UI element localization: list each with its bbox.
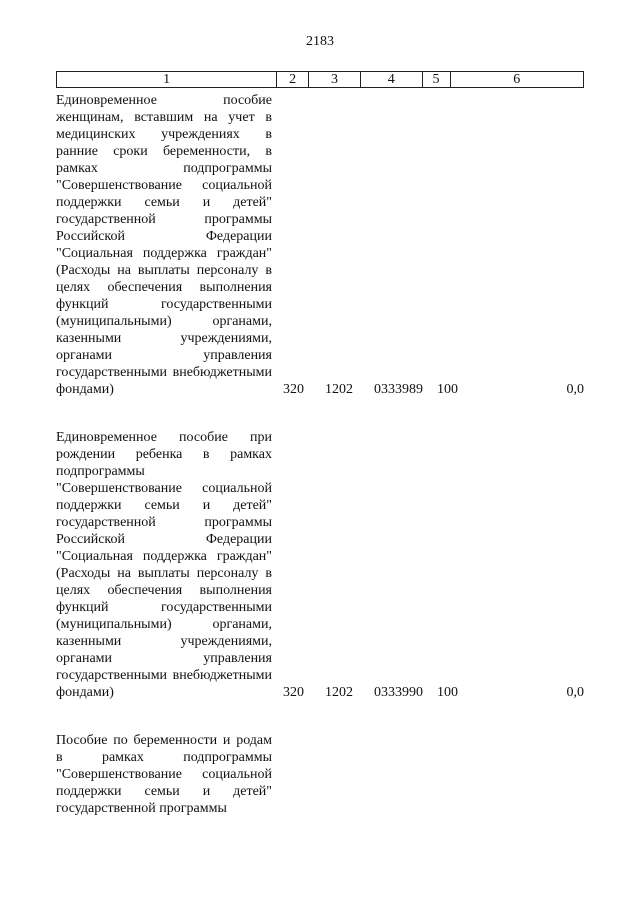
table-header: [56, 71, 584, 88]
row-col-4: 0333990: [374, 685, 423, 700]
row-col-2: 320: [283, 382, 304, 397]
header-col-2: 2: [276, 72, 308, 87]
row-col-4: 0333989: [374, 382, 423, 397]
header-col-3: 3: [308, 72, 360, 87]
row-values: [56, 381, 584, 398]
header-col-5: 5: [422, 72, 450, 87]
row-description: Единовременное пособие женщинам, вставшим на учет в медицинских учреждениях в ранние сроки беременности, в рамках подпрограммы "Совершенствование социальной поддержки семьи и детей" государственной программы Российской Федерации "Социальная поддержка граждан" (Расходы на выплаты персоналу в целях обеспечения выполнения функций государственными (муниципальными) органами, казенными учреждениями, органами управления государственными внебюджетными фондами): [56, 93, 272, 397]
table-row: [56, 429, 584, 701]
row-col-6: 0,0: [566, 382, 584, 397]
table-row: [56, 732, 584, 817]
table-row: [56, 92, 584, 398]
row-col-6: 0,0: [566, 685, 584, 700]
row-description: Единовременное пособие при рождении ребенка в рамках подпрограммы "Совершенствование социальной поддержки семьи и детей" государственной программы Российской Федерации "Социальная поддержка граждан" (Расходы на выплаты персоналу в целях обеспечения выполнения функций государственными (муниципальными) органами, казенными учреждениями, органами управления государственными внебюджетными фондами): [56, 430, 272, 700]
row-col-5: 100: [437, 382, 458, 397]
header-col-1: 1: [163, 72, 171, 87]
row-col-2: 320: [283, 685, 304, 700]
header-col-6: 6: [450, 72, 583, 87]
page-number: 2183: [306, 34, 334, 49]
row-col-3: 1202: [325, 382, 353, 397]
row-col-3: 1202: [325, 685, 353, 700]
row-values: [56, 684, 584, 701]
row-col-5: 100: [437, 685, 458, 700]
header-col-4: 4: [360, 72, 422, 87]
row-description: Пособие по беременности и родам в рамках подпрограммы "Совершенствование социальной поддержки семьи и детей" государственной программы: [56, 733, 272, 816]
